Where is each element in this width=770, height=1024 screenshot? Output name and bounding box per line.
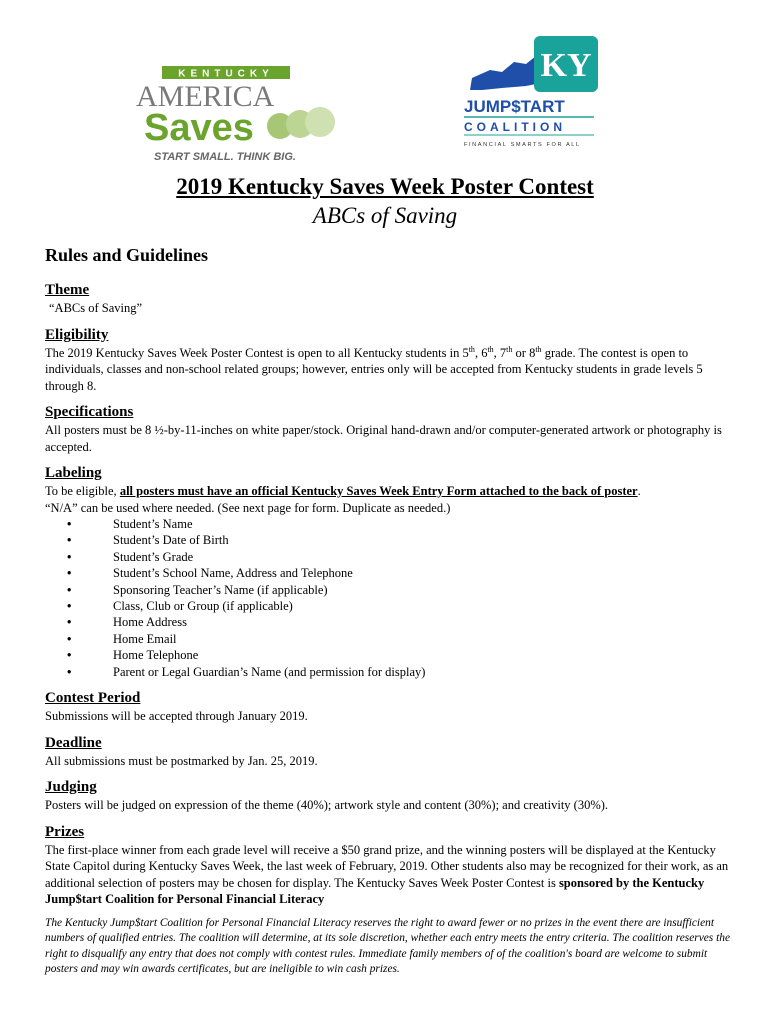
svg-text:COALITION: COALITION: [464, 120, 566, 134]
labeling-body: To be eligible, all posters must have an official Kentucky Saves Week Entry Form attached to the back of poster.: [45, 484, 641, 498]
labeling-section: [45, 463, 735, 680]
eligibility-heading: Eligibility: [45, 326, 109, 343]
prizes-section: [45, 822, 735, 908]
svg-text:JUMP$TART: JUMP$TART: [464, 97, 565, 116]
header-logos: [0, 0, 770, 170]
list-item: • Home Email: [67, 631, 735, 647]
jumpstart-coalition-logo: [462, 30, 612, 150]
svg-text:FINANCIAL SMARTS FOR ALL: FINANCIAL SMARTS FOR ALL: [464, 142, 581, 148]
judging-heading: Judging: [45, 779, 97, 796]
prizes-heading: Prizes: [45, 823, 85, 840]
theme-body: “ABCs of Saving”: [49, 301, 143, 315]
judging-section: [45, 777, 735, 814]
list-item: • Class, Club or Group (if applicable): [67, 598, 735, 614]
svg-text:KENTUCKY: KENTUCKY: [178, 68, 274, 80]
deadline-section: [45, 733, 735, 770]
list-item: • Student’s School Name, Address and Telephone: [67, 565, 735, 581]
rules-content: [45, 242, 735, 989]
page-subtitle: ABCs of Saving: [312, 203, 458, 228]
deadline-heading: Deadline: [45, 734, 102, 751]
theme-heading: Theme: [45, 282, 90, 298]
svg-text:AMERICA: AMERICA: [136, 80, 275, 113]
contest-period-body: Submissions will be accepted through January 2019.: [45, 709, 308, 724]
prizes-body: The first-place winner from each grade level will receive a $50 grand prize, and the winning posters will be displayed at the Kentucky State Capitol during Kentucky Saves Week, the last week of February, 2019. Other students also may be recognized for their work, as an additional selection of posters may be chosen for display. The Kentucky Saves Week Poster Contest is sponsored by the Kentucky Jump$tart Coalition for Personal Financial Literacy: [45, 842, 729, 907]
labeling-list: [45, 516, 735, 680]
list-item: • Student’s Date of Birth: [67, 532, 735, 548]
specifications-heading: Specifications: [45, 404, 134, 420]
svg-text:Saves: Saves: [144, 107, 254, 149]
eligibility-body: The 2019 Kentucky Saves Week Poster Contest is open to all Kentucky students in 5th, 6th, 7th or 8th grade. The contest is open to individuals, classes and non-school related groups; however, entries only will be accepted from Kentucky students in grade levels 5 through 8.: [45, 344, 703, 393]
specifications-body: All posters must be 8 ½-by-11-inches on white paper/stock. Original hand-drawn and/or computer-generated artwork or photography is accepted.: [45, 423, 722, 454]
contest-period-heading: Contest Period: [45, 690, 141, 707]
svg-text:KY: KY: [540, 47, 592, 84]
deadline-body: All submissions must be postmarked by Jan. 25, 2019.: [45, 753, 318, 768]
list-item: • Student’s Name: [67, 516, 735, 532]
page-title: 2019 Kentucky Saves Week Poster Contest: [176, 174, 594, 199]
list-item: • Home Telephone: [67, 647, 735, 663]
disclaimer-note: The Kentucky Jump$tart Coalition for Personal Financial Literacy reserves the right to award fewer or no prizes in the event there are insufficient numbers of qualified entries. The coalition will determine, at its sole discretion, whether each entry meets the entry criteria. The coalition reserves the right to disqualify any entry that does not comply with contest rules. Immediate family members of of the coalition's board are welcome to submit posters and may win awards certificates, but are ineligible to win cash prizes.: [45, 916, 731, 976]
list-item: • Student’s Grade: [67, 549, 735, 565]
specifications-section: [45, 402, 735, 455]
svg-text:START SMALL. THINK BIG.: START SMALL. THINK BIG.: [154, 151, 296, 163]
theme-section: [45, 280, 735, 317]
list-item: • Parent or Legal Guardian’s Name (and permission for display): [67, 664, 735, 680]
labeling-heading: Labeling: [45, 465, 102, 481]
list-item: • Home Address: [67, 614, 735, 630]
title-block: [0, 172, 770, 230]
rules-heading: Rules and Guidelines: [45, 245, 209, 265]
america-saves-logo: [130, 58, 340, 168]
contest-period-section: [45, 688, 735, 725]
judging-body: Posters will be judged on expression of the theme (40%); artwork style and content (30%); and creativity (30%).: [45, 798, 609, 813]
labeling-note: “N/A” can be used where needed. (See next page for form. Duplicate as needed.): [45, 500, 451, 515]
list-item: • Sponsoring Teacher’s Name (if applicable): [67, 582, 735, 598]
eligibility-section: [45, 325, 735, 395]
